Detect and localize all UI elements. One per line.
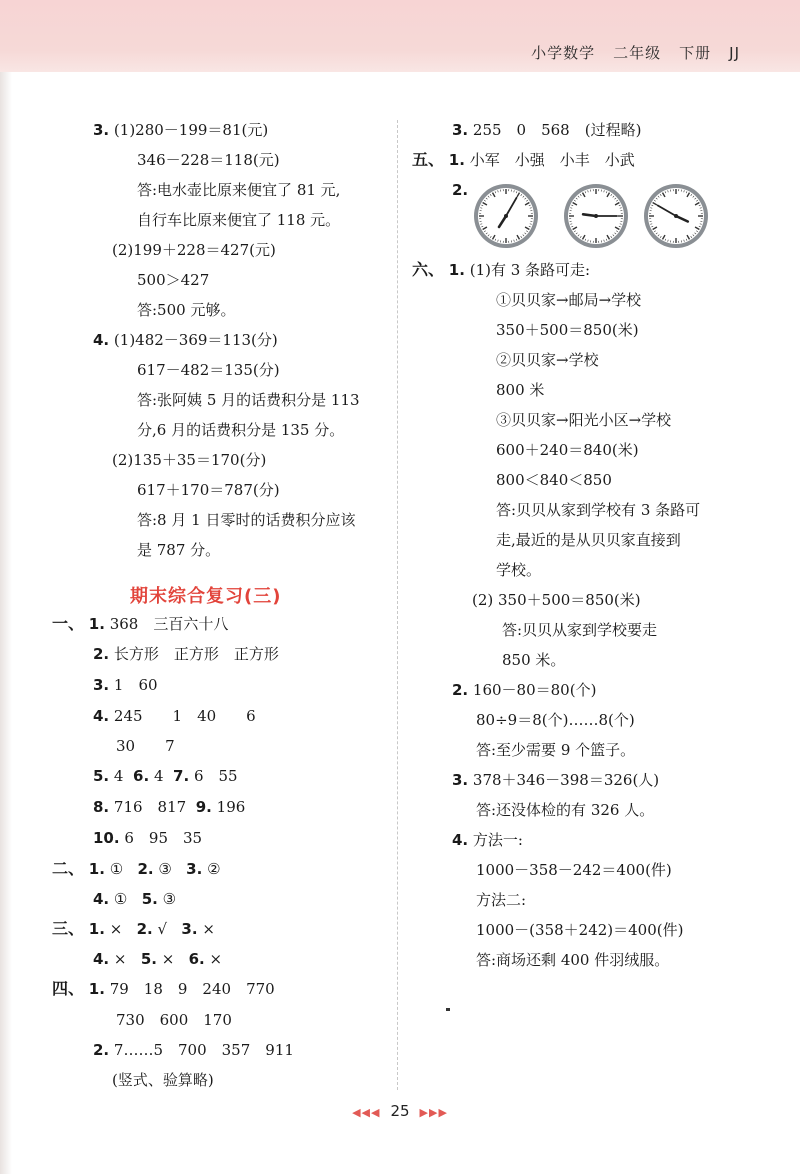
edition-label: JJ <box>729 44 740 62</box>
answer-line: 一、 1. 368 三百六十八 <box>52 614 229 633</box>
answer-line: 答:8 月 1 日零时的话费积分应该 <box>137 511 356 529</box>
answer-line: 答:至少需要 9 个篮子。 <box>476 741 636 759</box>
answer-line: 850 米。 <box>502 651 566 669</box>
answer-line: 4. 方法一: <box>452 831 523 849</box>
answer-line: 5. 4 6. 4 7. 6 55 <box>93 767 238 785</box>
answer-line: 80÷9＝8(个)……8(个) <box>476 711 635 729</box>
volume-label: 下册 <box>679 44 712 62</box>
answer-line: (竖式、验算略) <box>112 1071 214 1089</box>
column-divider <box>397 120 398 1090</box>
answer-line: 1000－358－242＝400(件) <box>476 861 672 879</box>
answer-line: 分,6 月的话费积分是 135 分。 <box>137 421 345 439</box>
answer-line: 4. 245 1 40 6 <box>93 707 256 725</box>
answer-line: 2. 长方形 正方形 正方形 <box>93 645 279 663</box>
answer-line: 30 7 <box>116 737 175 755</box>
answer-line: 六、 1. (1)有 3 条路可走: <box>412 260 591 279</box>
grade-label: 二年级 <box>613 44 662 62</box>
answer-line: 346－228＝118(元) <box>137 151 280 169</box>
answer-line: (2) 350＋500＝850(米) <box>472 591 641 609</box>
answer-line: 答:贝贝从家到学校要走 <box>502 621 658 639</box>
answer-line: 2. <box>452 181 469 199</box>
section-title: 期末综合复习(三) <box>130 586 282 607</box>
answer-line: 617－482＝135(分) <box>137 361 280 379</box>
answer-line: (2)135＋35＝170(分) <box>112 451 267 469</box>
clock-icon-3 <box>642 182 710 250</box>
answer-line: 350＋500＝850(米) <box>496 321 639 339</box>
answer-line: 是 787 分。 <box>137 541 221 559</box>
answer-line: 五、 1. 小军 小强 小丰 小武 <box>412 150 635 169</box>
answer-line: 答:500 元够。 <box>137 301 236 319</box>
answer-line: 1000－(358＋242)＝400(件) <box>476 921 684 939</box>
answer-line: ①贝贝家→邮局→学校 <box>496 291 642 309</box>
answer-line: 答:张阿姨 5 月的话费积分是 113 <box>137 391 360 409</box>
answer-line: ③贝贝家→阳光小区→学校 <box>496 411 672 429</box>
answer-line: 4. × 5. × 6. × <box>93 950 223 968</box>
answer-line: 三、 1. × 2. √ 3. × <box>52 919 215 938</box>
answer-line: 10. 6 95 35 <box>93 829 203 847</box>
answer-line: 3. 1 60 <box>93 676 158 694</box>
answer-line: 答:还没体检的有 326 人。 <box>476 801 655 819</box>
answer-line: ②贝贝家→学校 <box>496 351 599 369</box>
answer-line: 2. 7……5 700 357 911 <box>93 1041 294 1059</box>
page-number: 25 <box>390 1102 410 1120</box>
answer-line: 4. ① 5. ③ <box>93 890 177 908</box>
answer-line: 3. (1)280－199＝81(元) <box>93 121 269 139</box>
next-arrows-icon: ▶▶▶ <box>419 1106 448 1119</box>
answer-line: 800 米 <box>496 381 545 399</box>
page-footer <box>0 1102 800 1120</box>
answer-line: 四、 1. 79 18 9 240 770 <box>52 979 275 998</box>
answer-line: 3. 255 0 568 (过程略) <box>452 121 642 139</box>
subject-label: 小学数学 <box>531 44 596 62</box>
answer-line: 答:贝贝从家到学校有 3 条路可 <box>496 501 701 519</box>
answer-line: 答:电水壶比原来便宜了 81 元, <box>137 181 341 199</box>
answer-line: 500＞427 <box>137 271 210 289</box>
answer-line: 学校。 <box>496 561 542 579</box>
answer-line: (2)199＋228＝427(元) <box>112 241 276 259</box>
answer-line: 答:商场还剩 400 件羽绒服。 <box>476 951 670 969</box>
answer-line: 600＋240＝840(米) <box>496 441 639 459</box>
ink-dot <box>446 1008 450 1011</box>
clock-icon-2 <box>562 182 630 250</box>
answer-line: 3. 378＋346－398＝326(人) <box>452 771 660 789</box>
answer-line: 方法二: <box>476 891 527 909</box>
prev-arrows-icon: ◀◀◀ <box>352 1106 381 1119</box>
answer-line: 730 600 170 <box>116 1011 232 1029</box>
answer-line: 800＜840＜850 <box>496 471 612 489</box>
answer-line: 自行车比原来便宜了 118 元。 <box>137 211 341 229</box>
answer-line: 走,最近的是从贝贝家直接到 <box>496 531 681 549</box>
answer-line: 2. 160－80＝80(个) <box>452 681 597 699</box>
clock-icon-1 <box>472 182 540 250</box>
book-title <box>513 42 740 63</box>
answer-line: 617＋170＝787(分) <box>137 481 280 499</box>
answer-line: 4. (1)482－369＝113(分) <box>93 331 278 349</box>
page-edge <box>0 72 12 1174</box>
answer-line: 8. 716 817 9. 196 <box>93 798 246 816</box>
answer-line: 二、 1. ① 2. ③ 3. ② <box>52 859 221 878</box>
